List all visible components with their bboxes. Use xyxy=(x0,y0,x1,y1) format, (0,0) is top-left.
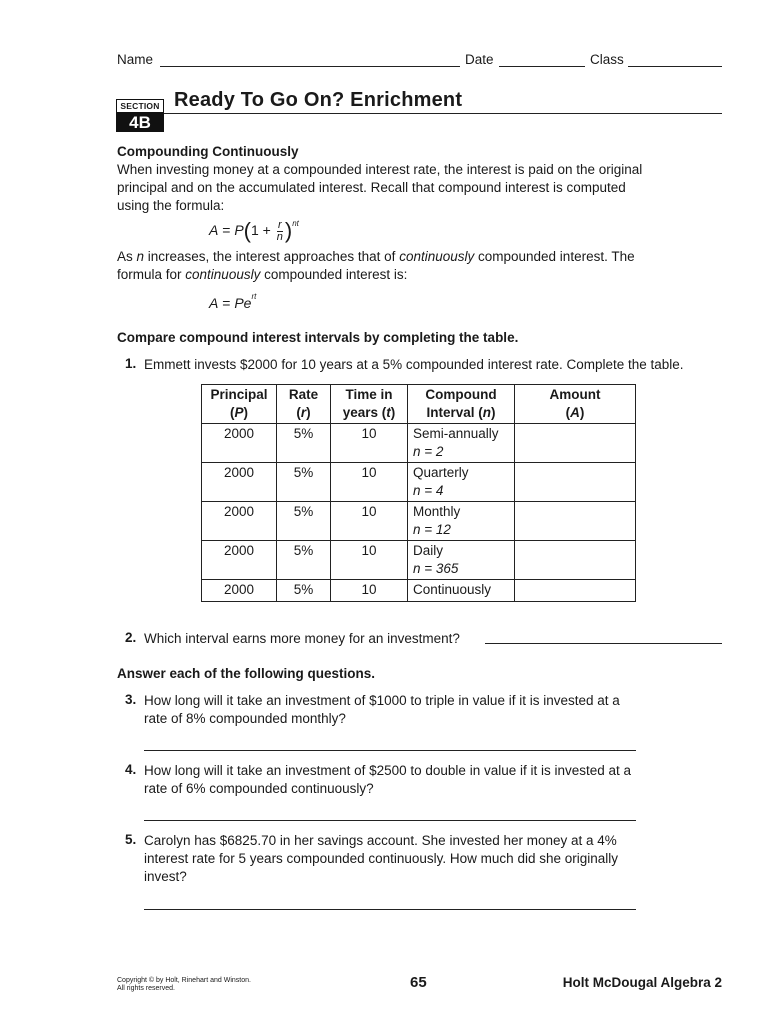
cell-principal: 2000 xyxy=(202,541,277,580)
formula2-eq: = xyxy=(218,295,235,311)
intro-text-2: As n increases, the interest approaches that of continuously compounded interest. The formula for continuously compounded interest is: xyxy=(117,249,635,282)
q2-text: Which interval earns more money for an investment? xyxy=(144,631,460,646)
q1-text: Emmett invests $2000 for 10 years at a 5% compounded interest rate. Complete the table. xyxy=(144,357,684,372)
header-interval: Compound Interval (n) xyxy=(408,385,515,424)
formula-fraction xyxy=(277,220,283,243)
cell-time: 10 xyxy=(331,541,408,580)
cell-rate: 5% xyxy=(277,424,331,463)
copyright xyxy=(117,977,251,993)
cell-rate: 5% xyxy=(277,541,331,580)
header-rate: Rate (r) xyxy=(277,385,331,424)
fraction-denominator: n xyxy=(276,230,283,243)
question-1 xyxy=(0,356,768,376)
section-number: 4B xyxy=(116,113,164,132)
copyright-line-2: All rights reserved. xyxy=(117,985,175,992)
table-row xyxy=(202,580,636,602)
formula2-pe: Pe xyxy=(234,295,252,311)
formula-a: A xyxy=(209,222,219,238)
formula-exponent: nt xyxy=(292,219,299,228)
copyright-line-1: Copyright © by Holt, Rinehart and Winston. xyxy=(117,977,251,984)
interest-table xyxy=(201,384,636,602)
cell-interval: Continuously xyxy=(408,580,515,602)
page-number: 65 xyxy=(410,974,427,991)
cell-interval: Quarterly n = 4 xyxy=(408,463,515,502)
section-badge xyxy=(116,99,164,133)
formula-one-plus: 1 + xyxy=(250,222,275,238)
open-paren: ( xyxy=(243,218,251,243)
date-field[interactable] xyxy=(499,66,585,67)
name-label: Name xyxy=(117,52,154,67)
name-field[interactable] xyxy=(160,66,460,67)
compound-formula xyxy=(209,218,299,244)
table-row xyxy=(202,502,636,541)
q5-answer-line[interactable] xyxy=(144,909,636,910)
cell-amount-input[interactable] xyxy=(515,424,636,463)
cell-rate: 5% xyxy=(277,463,331,502)
part2-heading: Answer each of the following questions. xyxy=(117,666,376,681)
part1-heading: Compare compound interest intervals by completing the table. xyxy=(117,330,519,345)
q3-text: How long will it take an investment of $1000 to triple in value if it is invested at a rate of 8% compounded monthly? xyxy=(144,693,620,726)
formula2-a: A xyxy=(209,295,219,311)
q4-answer-line[interactable] xyxy=(144,820,636,821)
class-label: Class xyxy=(590,52,624,67)
q2-number: 2. xyxy=(125,630,137,645)
header-amount: Amount (A) xyxy=(515,385,636,424)
table-row xyxy=(202,424,636,463)
cell-time: 10 xyxy=(331,463,408,502)
continuous-formula xyxy=(209,292,256,311)
table-row xyxy=(202,463,636,502)
cell-rate: 5% xyxy=(277,502,331,541)
cell-principal: 2000 xyxy=(202,463,277,502)
q3-answer-line[interactable] xyxy=(144,750,636,751)
cell-rate: 5% xyxy=(277,580,331,602)
page-title: Ready To Go On? Enrichment xyxy=(174,89,463,111)
cell-amount-input[interactable] xyxy=(515,541,636,580)
fraction-numerator: r xyxy=(277,218,282,231)
formula2-exponent: rt xyxy=(251,292,257,301)
q4-text: How long will it take an investment of $2500 to double in value if it is invested at a rate of 6% compounded continuously? xyxy=(144,763,632,796)
cell-principal: 2000 xyxy=(202,424,277,463)
cell-amount-input[interactable] xyxy=(515,502,636,541)
header-time: Time in years (t) xyxy=(331,385,408,424)
q4-number: 4. xyxy=(125,762,137,777)
cell-time: 10 xyxy=(331,502,408,541)
header-principal: Principal (P) xyxy=(202,385,277,424)
formula-p: P xyxy=(234,222,244,238)
q2-answer-line[interactable] xyxy=(485,643,722,644)
close-paren: ) xyxy=(284,218,293,243)
title-rule xyxy=(164,113,722,114)
intro-text: When investing money at a compounded interest rate, the interest is paid on the original principal and on the accumulated interest. Recall that compound interest is computed using the formula: xyxy=(117,162,643,213)
class-field[interactable] xyxy=(628,66,722,67)
intro-heading: Compounding Continuously xyxy=(117,144,299,159)
cell-principal: 2000 xyxy=(202,502,277,541)
cell-interval: Semi-annually n = 2 xyxy=(408,424,515,463)
q5-number: 5. xyxy=(125,832,137,847)
header-fields xyxy=(117,52,722,70)
cell-interval: Daily n = 365 xyxy=(408,541,515,580)
section-label: SECTION xyxy=(116,99,164,113)
cell-time: 10 xyxy=(331,424,408,463)
q5-text: Carolyn has $6825.70 in her savings account. She invested her money at a 4% interest rate for 5 years compounded continuously. How much did she originally invest? xyxy=(144,833,618,884)
cell-time: 10 xyxy=(331,580,408,602)
cell-amount-input[interactable] xyxy=(515,580,636,602)
q3-number: 3. xyxy=(125,692,137,707)
date-label: Date xyxy=(465,52,494,67)
cell-principal: 2000 xyxy=(202,580,277,602)
formula-eq: = xyxy=(218,222,235,238)
q1-number: 1. xyxy=(125,356,137,371)
cell-interval: Monthly n = 12 xyxy=(408,502,515,541)
book-title: Holt McDougal Algebra 2 xyxy=(562,975,722,990)
table-row xyxy=(202,541,636,580)
cell-amount-input[interactable] xyxy=(515,463,636,502)
